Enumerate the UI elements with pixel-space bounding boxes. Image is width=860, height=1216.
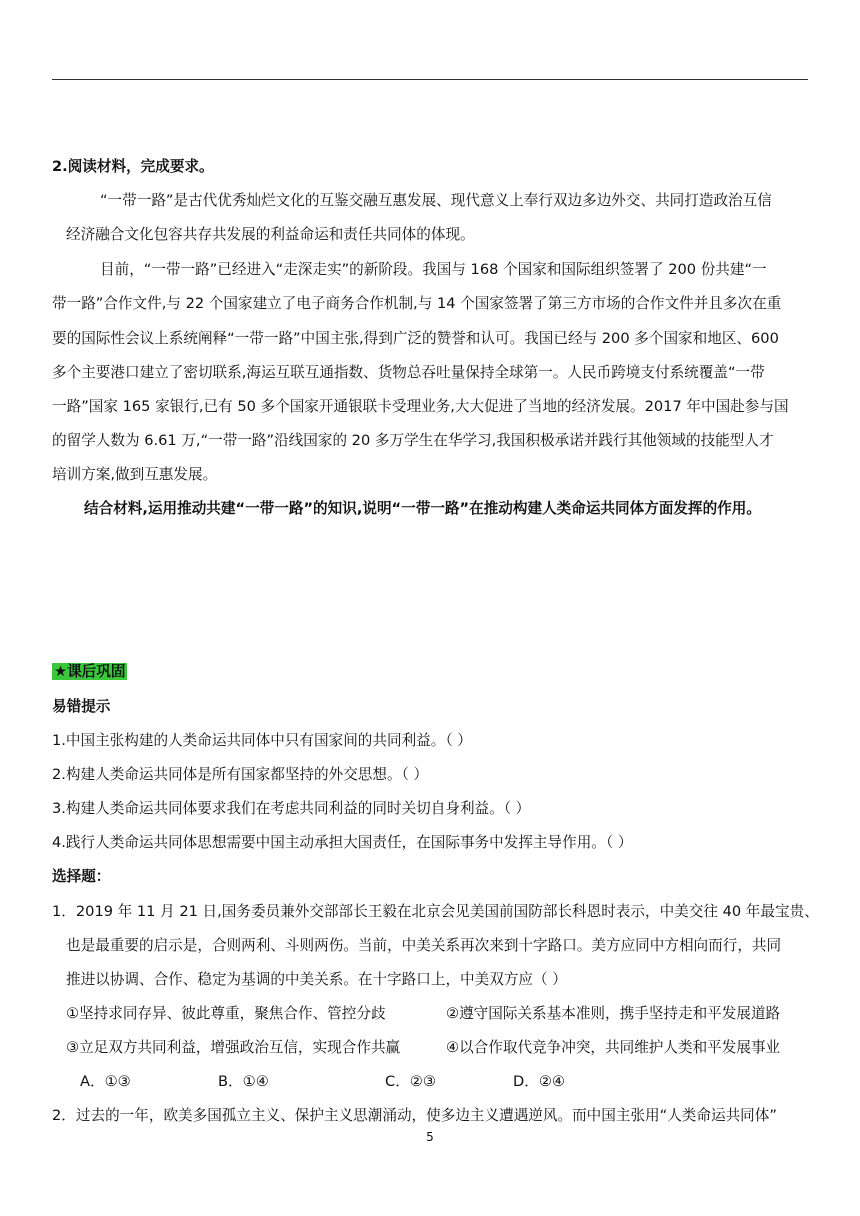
- statement-item: ④以合作取代竞争冲突，共同维护人类和平发展事业: [446, 1039, 781, 1056]
- material-paragraph-2-line: 目前，“一带一路”已经进入“走深走实”的新阶段。我国与 168 个国家和国际组织签署了 200 份共建“一: [100, 261, 767, 278]
- page-number: 5: [426, 1130, 434, 1144]
- choice-question-1-line: 推进以协调、合作、稳定为基调的中美关系。在十字路口上，中美双方应（ ）: [66, 971, 567, 988]
- mistake-item: 4.践行人类命运共同体思想需要中国主动承担大国责任，在国际事务中发挥主导作用。（ ）: [52, 834, 633, 851]
- mistakes-heading: 易错提示: [52, 698, 111, 715]
- section-tag-label: ★课后巩固: [54, 663, 126, 680]
- statement-item: ③立足双方共同利益，增强政治互信，实现合作共赢: [66, 1039, 401, 1056]
- question-task: 结合材料,运用推动共建“一带一路”的知识,说明“一带一路”在推动构建人类命运共同体方面发挥的作用。: [84, 500, 761, 517]
- material-paragraph-1-line: 经济融合文化包容共存共发展的利益命运和责任共同体的体现。: [66, 226, 475, 243]
- material-paragraph-2-line: 多个主要港口建立了密切联系,海运互联互通指数、货物总吞吐量保持全球第一。人民币跨境支付系统覆盖“一带: [52, 364, 765, 381]
- choice-question-1-line: 也是最重要的启示是，合则两利、斗则两伤。当前，中美关系再次来到十字路口。美方应同中方相向而行，共同: [66, 937, 782, 954]
- statement-item: ①坚持求同存异、彼此尊重，聚焦合作、管控分歧: [66, 1005, 386, 1022]
- mistake-item: 1.中国主张构建的人类命运共同体中只有国家间的共同利益。（ ）: [52, 732, 472, 749]
- material-paragraph-2-line: 带一路”合作文件,与 22 个国家建立了电子商务合作机制,与 14 个国家签署了第三方市场的合作文件并且多次在重: [52, 295, 782, 312]
- section-tag: [52, 662, 127, 682]
- mistake-item: 2.构建人类命运共同体是所有国家都坚持的外交思想。（ ）: [52, 766, 429, 783]
- choice-question-1-line: 1．2019 年 11 月 21 日,国务委员兼外交部部长王毅在北京会见美国前国防部长科恩时表示，中美交往 40 年最宝贵、: [52, 903, 819, 920]
- mistake-item: 3.构建人类命运共同体要求我们在考虑共同利益的同时关切自身利益。（ ）: [52, 800, 531, 817]
- material-paragraph-2-line: 要的国际性会议上系统阐释“一带一路”中国主张,得到广泛的赞誉和认可。我国已经与 200 多个国家和地区、600: [52, 330, 779, 347]
- material-paragraph-2-line: 的留学人数为 6.61 万,“一带一路”沿线国家的 20 多万学生在华学习,我国积极承诺并践行其他领域的技能型人才: [52, 432, 774, 449]
- choice-heading: 选择题：: [52, 868, 111, 885]
- answer-option-c: C．②③: [385, 1073, 436, 1090]
- answer-option-a: A．①③: [80, 1073, 131, 1090]
- header-rule: [52, 79, 808, 80]
- answer-option-d: D．②④: [513, 1073, 565, 1090]
- question-title: 2.阅读材料，完成要求。: [52, 158, 214, 175]
- choice-question-2-line: 2．过去的一年，欧美多国孤立主义、保护主义思潮涌动，使多边主义遭遇逆风。而中国主张用“人类命运共同体”: [52, 1107, 777, 1124]
- material-paragraph-2-line: 培训方案,做到互惠发展。: [52, 466, 218, 483]
- material-paragraph-1-line: “一带一路”是古代优秀灿烂文化的互鉴交融互惠发展、现代意义上奉行双边多边外交、共同打造政治互信: [100, 192, 772, 209]
- material-paragraph-2-line: 一路”国家 165 家银行,已有 50 多个国家开通银联卡受理业务,大大促进了当地的经济发展。2017 年中国赴参与国: [52, 398, 789, 415]
- answer-option-b: B．①④: [218, 1073, 269, 1090]
- statement-item: ②遵守国际关系基本准则，携手坚持走和平发展道路: [446, 1005, 781, 1022]
